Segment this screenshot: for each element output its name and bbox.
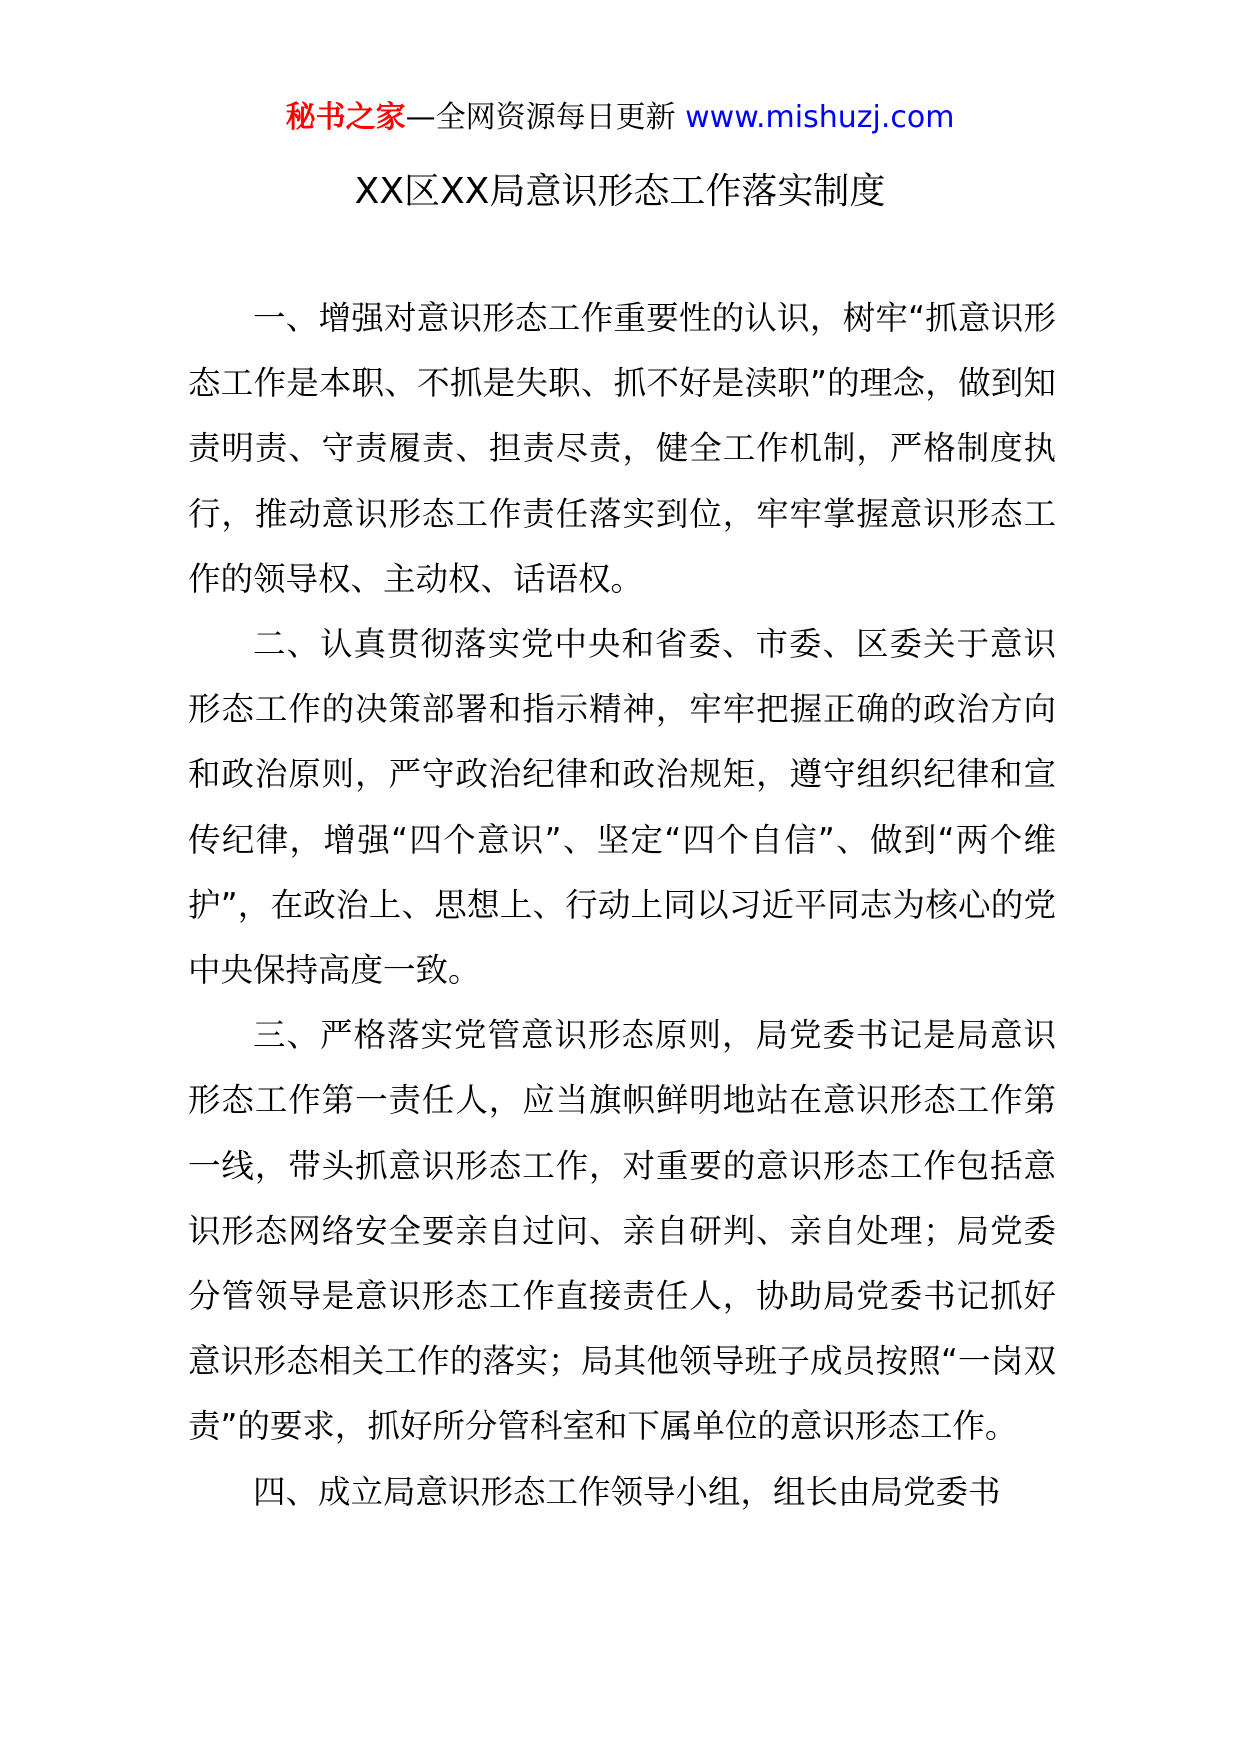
site-banner [0, 96, 1240, 140]
paragraph-2: 二、认真贯彻落实党中央和省委、市委、区委关于意识形态工作的决策部署和指示精神，牢牢把握正确的政治方向和政治原则，严守政治纪律和政治规矩，遵守组织纪律和宣传纪律，增强“四个意识”、坚定“四个自信”、做到“两个维护”，在政治上、思想上、行动上同以习近平同志为核心的党中央保持高度一致。 [188, 625, 1056, 990]
document-title: XX区XX局意识形态工作落实制度 [354, 171, 886, 212]
document-body [188, 286, 1056, 1525]
paragraph-1: 一、增强对意识形态工作重要性的认识，树牢“抓意识形态工作是本职、不抓是失职、抓不好是渎职”的理念，做到知责明责、守责履责、担责尽责，健全工作机制，严格制度执行，推动意识形态工作责任落实到位，牢牢掌握意识形态工作的领导权、主动权、话语权。 [188, 299, 1056, 598]
site-url-link[interactable]: www.mishuzj.com [685, 100, 955, 135]
paragraph-3: 三、严格落实党管意识形态原则，局党委书记是局意识形态工作第一责任人，应当旗帜鲜明地站在意识形态工作第一线，带头抓意识形态工作，对重要的意识形态工作包括意识形态网络安全要亲自过问、亲自研判、亲自处理；局党委分管领导是意识形态工作直接责任人，协助局党委书记抓好意识形态相关工作的落实；局其他领导班子成员按照“一岗双责”的要求，抓好所分管科室和下属单位的意识形态工作。 [188, 1016, 1056, 1446]
banner-slogan: —全网资源每日更新 [405, 100, 676, 135]
paragraph-4: 四、成立局意识形态工作领导小组，组长由局党委书 [253, 1472, 1001, 1511]
brand-name: 秘书之家 [285, 100, 406, 135]
